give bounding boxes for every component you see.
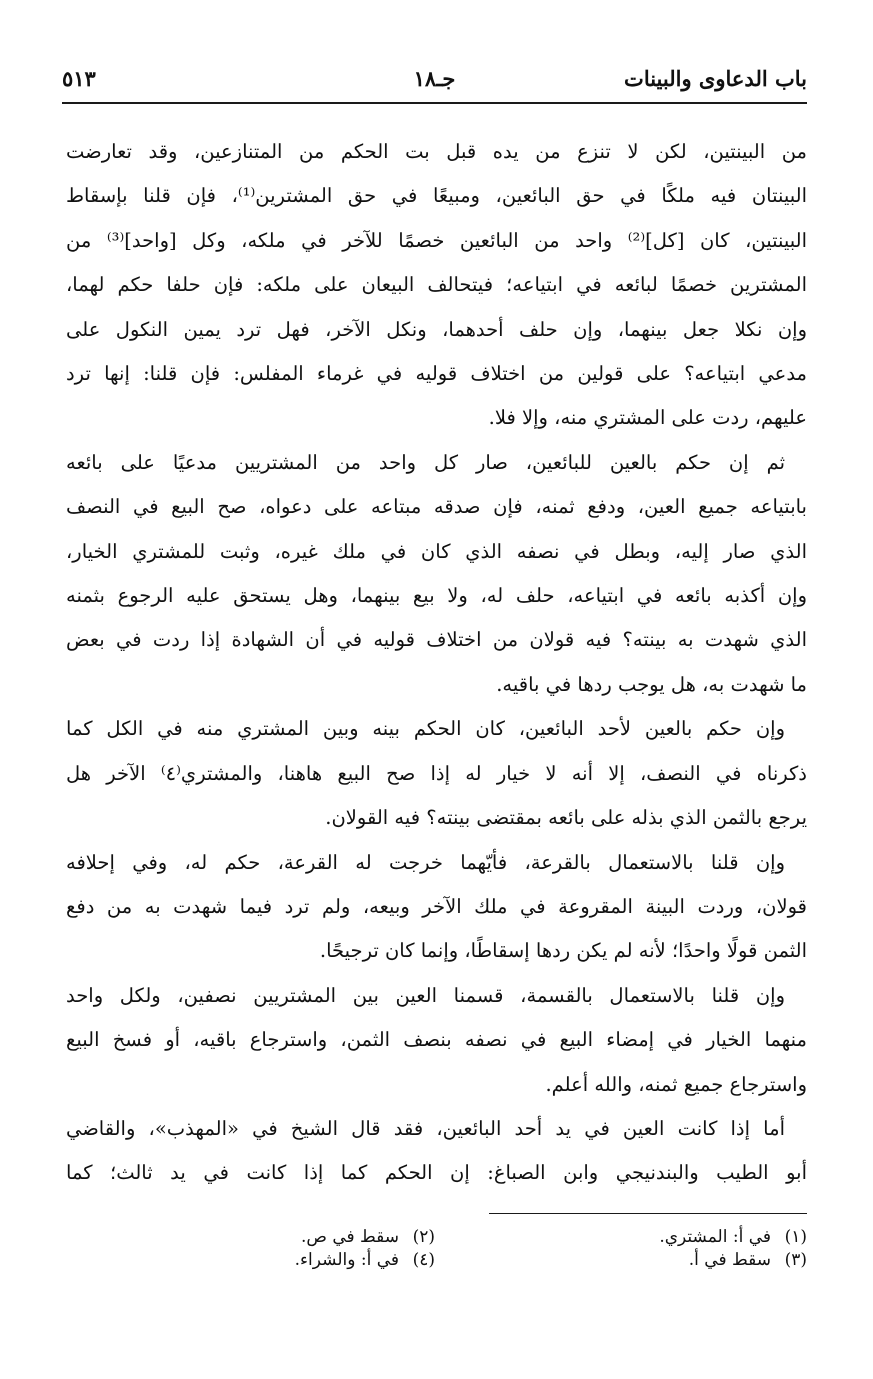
main-text — [66, 130, 807, 1196]
text-line: من البينتين، لكن لا تنزع من يده قبل بت الحكم من المتنازعين، وقد تعارضت — [66, 140, 807, 163]
footnote-1 — [659, 1226, 807, 1249]
footnote-text: سقط في ص. — [300, 1227, 399, 1247]
chapter-title: باب الدعاوى والبينات — [624, 66, 807, 91]
text-line: ثم إن حكم بالعين للبائعين، صار كل واحد من المشتريين مدعيًا على بائعه — [66, 450, 785, 474]
footnotes-column-right — [659, 1226, 807, 1272]
text-line: منهما الخيار في إمضاء البيع في نصفه بنصف الثمن، واسترجاع باقيه، أو فسخ البيع — [66, 1028, 807, 1052]
text-line: عليهم، ردت على المشتري منه، وإلا فلا. — [488, 406, 807, 430]
text-line: وإن نكلا جعل بينهما، وإن حلف أحدهما، ونكل الآخر، فهل ترد يمين النكول على — [66, 317, 807, 341]
text-line: أما إذا كانت العين في يد أحد البائعين، فقد قال الشيخ في «المهذب»، والقاضي — [66, 1116, 785, 1140]
text-line: الذي شهدت به بينته؟ فيه قولان من اختلاف قوليه في أن الشهادة إذا ردت في بعض — [66, 628, 807, 652]
text-line: وإن قلنا بالاستعمال بالقرعة، فأيّهما خرجت له القرعة، حكم له، وفي إحلافه — [66, 850, 785, 874]
footnote-4 — [295, 1249, 435, 1272]
text-line: وإن قلنا بالاستعمال بالقسمة، قسمنا العين بين المشتريين نصفين، ولكل واحد — [66, 983, 785, 1007]
footnote-3 — [659, 1249, 807, 1272]
text-line: الثمن قولًا واحدًا؛ لأنه لم يكن ردها إسقاطًا، وإنما كان ترجيحًا. — [319, 939, 807, 963]
text-line: أبو الطيب والبندنيجي وابن الصباغ: إن الحكم كما إذا كانت في يد ثالث؛ كما — [66, 1161, 807, 1185]
footnote-text: سقط في أ. — [688, 1250, 771, 1270]
volume-label: جـ١٨ — [413, 66, 456, 91]
footnote-number: (٣) — [784, 1250, 807, 1270]
text-line: وإن أكذبه بائعه في ابتياعه، حلف له، ولا بيع بينهما، وهل يستحق عليه الرجوع بثمنه — [66, 584, 807, 608]
text-line: ما شهدت به، هل يوجب ردها في باقيه. — [496, 672, 807, 696]
text-line: وإن حكم بالعين لأحد البائعين، كان الحكم بينه وبين المشتري منه في الكل كما — [66, 717, 785, 741]
running-header — [62, 62, 807, 104]
text-line: بابتياعه جميع العين، ودفع ثمنه، فإن صدقه مبتاعه على دعواه، صح البيع في النصف — [66, 495, 807, 519]
footnotes-column-left — [295, 1226, 435, 1272]
text-line: الذي صار إليه، وبطل في نصفه الذي كان في ملك غيره، وثبت للمشتري الخيار، — [66, 539, 807, 563]
footnote-number: (١) — [784, 1227, 807, 1247]
footnote-text: في أ: والشراء. — [294, 1250, 399, 1270]
text-line: ذكرناه في النصف، إلا أنه لا خيار له إذا صح البيع هاهنا، والمشتري⁽٤⁾ الآخر هل — [66, 761, 807, 785]
footnote-number: (٤) — [412, 1250, 435, 1270]
text-line: واسترجاع جميع ثمنه، والله أعلم. — [545, 1072, 807, 1096]
text-line: البينتان فيه ملكًا في حق البائعين، ومبيعًا في حق المشترين⁽¹⁾، فإن قلنا بإسقاط — [66, 184, 807, 208]
text-line: المشترين خصمًا لبائعه في ابتياعه؛ فيتحالف البيعان على ملكه: فإن حلفا حكم لهما، — [66, 273, 807, 297]
text-line: يرجع بالثمن الذي بذله على بائعه بمقتضى بينته؟ فيه القولان. — [325, 806, 807, 830]
text-line: مدعي ابتياعه؟ على قولين من اختلاف قوليه في غرماء المفلس: فإن قلنا: إنها ترد — [66, 362, 807, 386]
footnote-separator — [489, 1213, 807, 1214]
text-line: البينتين، كان [كل]⁽²⁾ واحد من البائعين خصمًا للآخر في ملكه، وكل [واحد]⁽³⁾ من — [66, 228, 807, 252]
page-number: ٥١٣ — [62, 66, 96, 91]
footnote-2 — [295, 1226, 435, 1249]
footnote-text: في أ: المشتري. — [659, 1227, 771, 1247]
text-line: قولان، وردت البينة المقروعة في ملك الآخر وبيعه، ولم ترد فيما شهدت به من دفع — [66, 894, 807, 918]
footnote-number: (٢) — [412, 1227, 435, 1247]
